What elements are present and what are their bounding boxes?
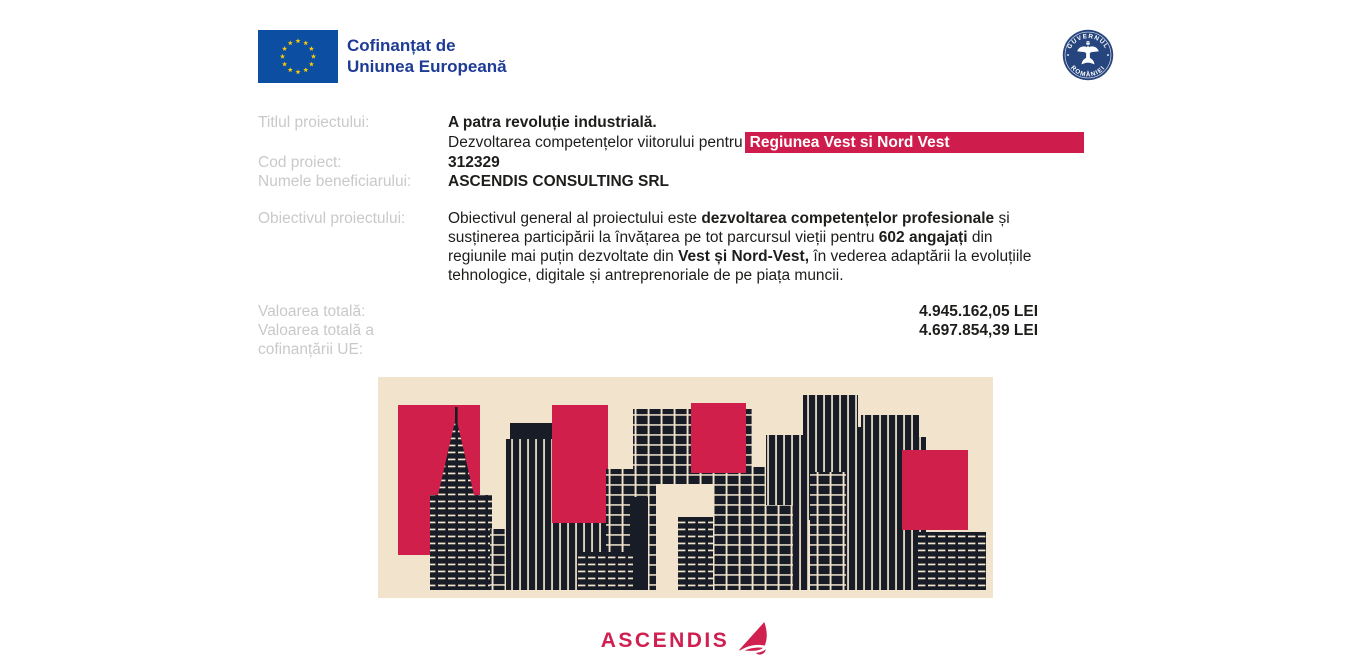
project-title-label: Titlul proiectului: <box>258 114 370 131</box>
brand-footer <box>0 620 1370 656</box>
total-value-label: Valoarea totală: <box>258 303 366 320</box>
total-value-row <box>258 302 1108 321</box>
project-title-line2-prefix: Dezvoltarea competențelor viitorului pentru <box>448 134 743 151</box>
beneficiary-row <box>258 172 1108 191</box>
objective-row <box>258 209 1108 285</box>
eu-badge-text <box>347 30 507 77</box>
ascendis-sail-icon <box>737 620 769 656</box>
gov-logo-arc-bottom-text: ROMÂNIEI <box>1069 64 1107 79</box>
eu-badge-line2: Uniunea Europeană <box>347 57 507 76</box>
project-title-line2 <box>448 132 1108 153</box>
region-highlight: Regiunea Vest si Nord Vest <box>745 132 1084 153</box>
objective-seg2: dezvoltarea competențelor profesionale <box>701 210 995 227</box>
cofinancing-value-amount: 4.697.854,39 LEI <box>919 322 1038 339</box>
objective-text <box>448 209 1048 285</box>
project-code-row <box>258 153 1108 172</box>
eu-cofinancing-badge <box>258 30 507 83</box>
total-value-amount: 4.945.162,05 LEI <box>919 303 1038 320</box>
project-code-label: Cod proiect: <box>258 154 342 171</box>
beneficiary-label: Numele beneficiarului: <box>258 173 412 190</box>
objective-seg3: și susținerea participării la învățarea pe tot parcursul vieții pentru <box>448 210 1010 246</box>
project-title-row <box>258 113 1108 153</box>
objective-seg4: 602 angajați <box>878 229 968 246</box>
objective-seg6: Vest și Nord-Vest, <box>678 248 810 265</box>
eu-flag-icon <box>258 30 338 83</box>
objective-seg7: în vederea adaptării la evoluțiile tehnologice, digitale și antreprenoriale de pe piața muncii. <box>448 248 1032 284</box>
project-info <box>258 113 1108 359</box>
brand-wordmark: ASCENDIS <box>600 629 730 652</box>
cofinancing-value-label: Valoarea totală a cofinanțării UE: <box>258 322 375 358</box>
project-code-value: 312329 <box>448 154 500 171</box>
cofinancing-value-row <box>258 321 1108 359</box>
gov-logo-arc-top-text: GUVERNUL <box>1065 33 1111 51</box>
objective-label: Obiectivul proiectului: <box>258 210 406 227</box>
romanian-government-logo <box>1060 27 1116 83</box>
objective-seg5: din regiunile mai puțin dezvoltate din <box>448 229 993 265</box>
eu-badge-line1: Cofinanțat de <box>347 36 456 55</box>
city-skyline-illustration <box>378 377 993 598</box>
beneficiary-value: ASCENDIS CONSULTING SRL <box>448 173 670 190</box>
objective-seg1: Obiectivul general al proiectului este <box>448 210 702 227</box>
project-title-value <box>448 113 1108 153</box>
project-title-line1: A patra revoluție industrială. <box>448 114 657 131</box>
